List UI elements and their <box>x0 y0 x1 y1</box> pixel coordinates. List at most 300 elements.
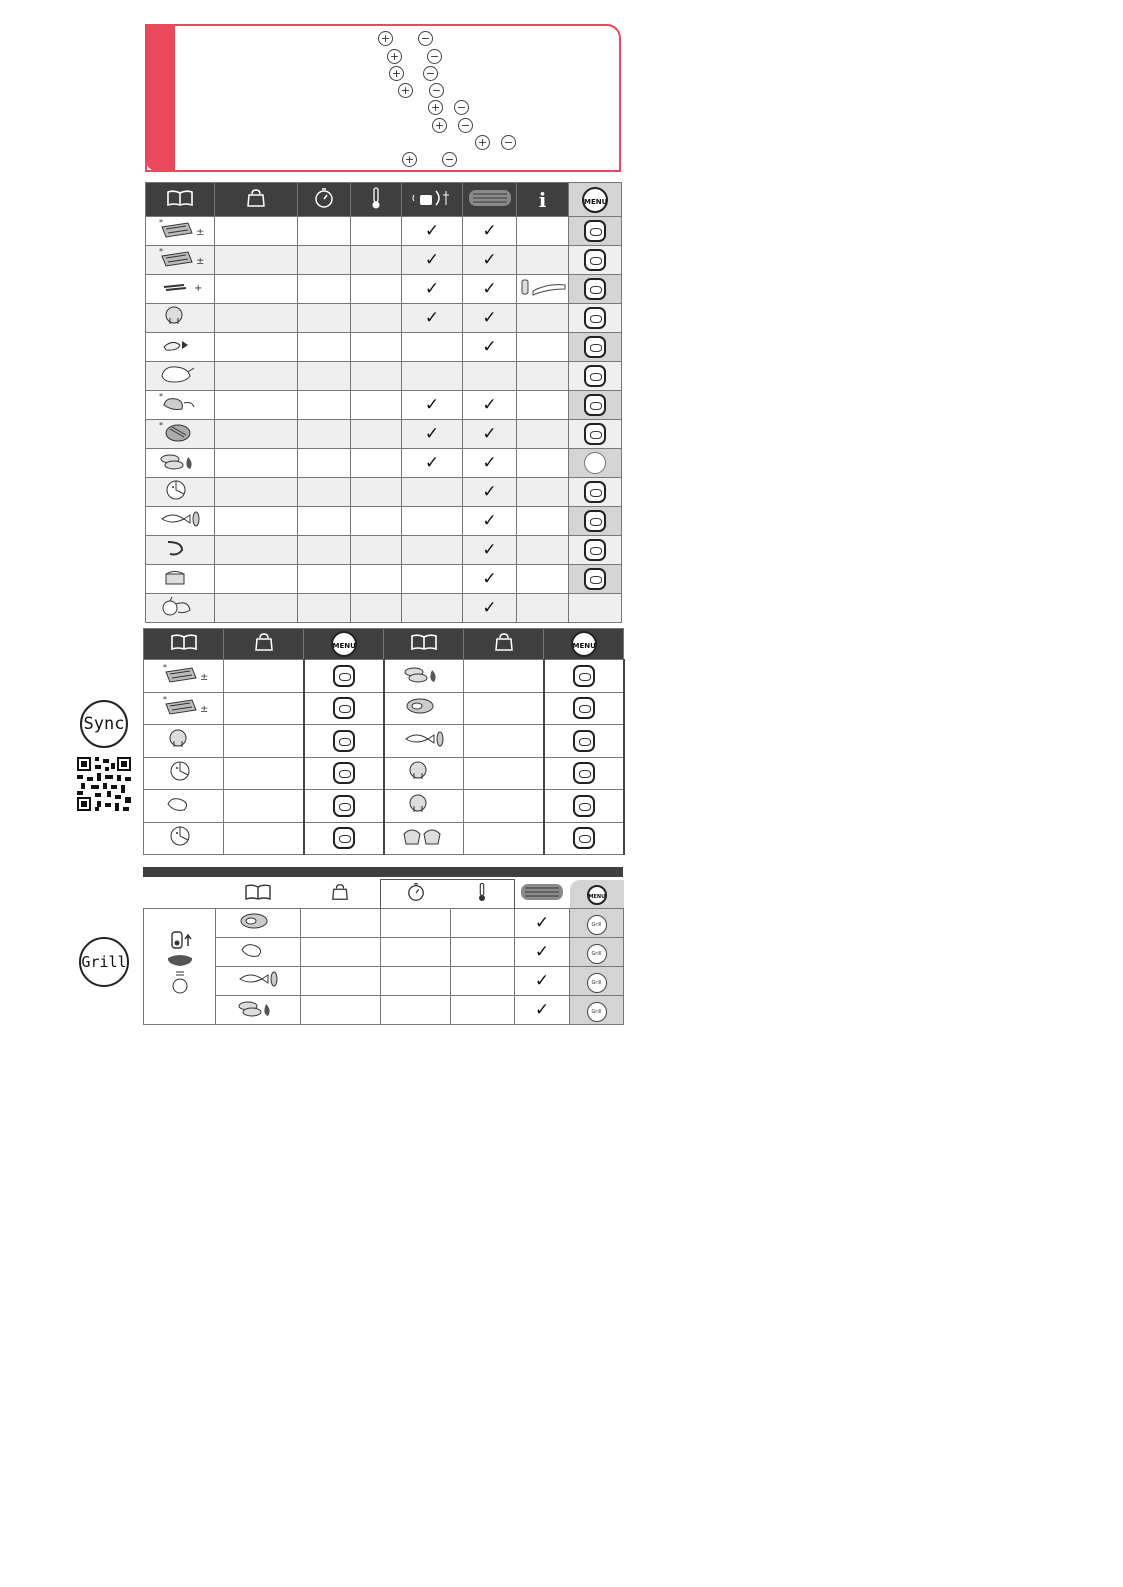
info-cell <box>517 449 569 478</box>
apple-icon <box>158 594 202 618</box>
program-menu-icon[interactable] <box>584 220 606 242</box>
chicken-wings-icon <box>158 333 202 357</box>
grill-plate-cell <box>463 275 517 304</box>
menu-icon: MENU <box>544 629 624 660</box>
temperature-cell <box>351 449 402 478</box>
temperature-cell <box>351 536 402 565</box>
check-icon: ✓ <box>482 511 497 531</box>
check-icon: ✓ <box>482 337 497 357</box>
program-menu-icon[interactable] <box>584 510 606 532</box>
food-cell <box>216 996 301 1025</box>
temperature-cell <box>351 391 402 420</box>
info-cell <box>517 217 569 246</box>
menu-cell[interactable] <box>544 725 624 758</box>
vegetables-icon <box>158 304 202 328</box>
table-row <box>146 507 622 536</box>
food-cell <box>216 938 301 967</box>
table-row <box>146 449 622 478</box>
svg-text:±: ± <box>199 671 208 683</box>
temperature-cell <box>351 420 402 449</box>
weight-cell <box>301 909 381 938</box>
table-row <box>144 967 624 996</box>
menu-cell[interactable] <box>304 757 384 790</box>
temperature-cell <box>351 478 402 507</box>
program-menu-icon[interactable] <box>333 795 355 817</box>
empty-menu-slot-icon[interactable] <box>584 452 606 474</box>
plus-icon[interactable]: + <box>389 66 404 81</box>
weight-cell <box>215 391 298 420</box>
table-row <box>146 217 622 246</box>
time-cell <box>381 967 451 996</box>
plus-icon[interactable]: + <box>475 135 490 150</box>
temperature-cell <box>451 996 515 1025</box>
check-icon: ✓ <box>534 913 550 933</box>
table-row <box>146 246 622 275</box>
temperature-cell <box>351 507 402 536</box>
food-cell <box>384 757 464 790</box>
food-cell <box>144 725 224 758</box>
menu-cell[interactable] <box>304 822 384 855</box>
weight-icon <box>464 629 544 660</box>
menu-cell[interactable] <box>569 333 622 362</box>
menu-cell[interactable] <box>569 478 622 507</box>
table-row <box>146 304 622 333</box>
plus-icon[interactable]: + <box>398 83 413 98</box>
grill-program-icon[interactable]: Grill <box>587 915 607 935</box>
svg-text:*: * <box>162 662 167 672</box>
recipe-book-icon <box>144 629 224 660</box>
grill-plate-cell <box>463 304 517 333</box>
food-cell <box>146 275 215 304</box>
grill-program-icon[interactable]: Grill <box>587 973 607 993</box>
shake-cell <box>402 536 463 565</box>
food-cell <box>384 790 464 823</box>
shake-cell <box>402 449 463 478</box>
grill-badge: Grill <box>79 937 129 987</box>
program-menu-icon[interactable] <box>584 249 606 271</box>
menu-cell[interactable] <box>569 565 622 594</box>
check-icon: ✓ <box>482 279 497 299</box>
table-row <box>144 938 624 967</box>
grill-plate-cell <box>515 938 570 967</box>
info-cell <box>517 565 569 594</box>
program-menu-icon[interactable] <box>584 365 606 387</box>
table-row <box>146 478 622 507</box>
menu-cell[interactable] <box>304 790 384 823</box>
minus-icon[interactable]: − <box>454 100 469 115</box>
food-cell <box>144 692 224 725</box>
time-cell <box>298 217 351 246</box>
temperature-cell <box>351 304 402 333</box>
temperature-cell <box>351 594 402 623</box>
whole-chicken-icon <box>158 362 202 386</box>
menu-cell[interactable] <box>569 275 622 304</box>
program-menu-icon[interactable] <box>584 307 606 329</box>
timer-icon <box>298 183 351 217</box>
menu-cell[interactable] <box>544 660 624 693</box>
grill-plate-cell <box>463 478 517 507</box>
menu-cell[interactable] <box>569 217 622 246</box>
svg-text:*: * <box>159 392 163 401</box>
grill-plate-icon <box>515 880 570 909</box>
svg-text:*: * <box>159 247 163 256</box>
menu-cell[interactable] <box>569 594 622 623</box>
temperature-adjust-panel <box>145 24 621 172</box>
check-icon: ✓ <box>482 250 497 270</box>
weight-cell <box>301 996 381 1025</box>
grill-plate-cell <box>463 507 517 536</box>
time-cell <box>298 304 351 333</box>
info-cell <box>517 594 569 623</box>
svg-text:*: * <box>159 218 163 227</box>
menu-cell[interactable] <box>569 507 622 536</box>
table-row <box>144 822 624 855</box>
food-cell <box>146 217 215 246</box>
table-row <box>146 362 622 391</box>
info-cell <box>517 362 569 391</box>
frozen-fries-icon <box>158 246 205 270</box>
minus-icon[interactable]: − <box>458 118 473 133</box>
temperature-cell <box>351 333 402 362</box>
table-row <box>144 909 624 938</box>
info-cell <box>517 333 569 362</box>
food-cell <box>146 333 215 362</box>
frozen-fries-icon <box>158 217 205 241</box>
minus-icon[interactable]: − <box>429 83 444 98</box>
menu-cell[interactable] <box>569 420 622 449</box>
time-cell <box>381 909 451 938</box>
temperature-cell <box>451 967 515 996</box>
menu-cell[interactable] <box>569 246 622 275</box>
minus-icon[interactable]: − <box>501 135 516 150</box>
check-icon: ✓ <box>424 279 440 299</box>
weight-cell <box>215 478 298 507</box>
table-row <box>144 725 624 758</box>
time-cell <box>298 594 351 623</box>
menu-cell[interactable] <box>569 362 622 391</box>
grill-header-spacer <box>144 880 216 909</box>
weight-cell <box>301 938 381 967</box>
grill-plate-cell <box>515 996 570 1025</box>
frozen-chicken-icon <box>158 391 202 415</box>
cooking-programs-table <box>145 182 622 623</box>
temperature-cell <box>351 565 402 594</box>
check-icon: ✓ <box>482 540 497 560</box>
table-row <box>144 757 624 790</box>
pizza-icon <box>158 478 202 502</box>
svg-text:±: ± <box>196 256 205 267</box>
check-icon: ✓ <box>482 453 497 473</box>
weight-icon <box>215 183 298 217</box>
temperature-cell <box>351 362 402 391</box>
check-icon: ✓ <box>482 395 497 415</box>
program-menu-icon[interactable] <box>584 568 606 590</box>
grill-plate-cell <box>463 536 517 565</box>
thermometer-icon <box>351 183 402 217</box>
menu-cell[interactable] <box>544 757 624 790</box>
menu-icon: MENU <box>569 183 622 217</box>
menu-cell[interactable] <box>570 967 624 996</box>
info-cell <box>517 420 569 449</box>
menu-cell[interactable] <box>570 909 624 938</box>
weight-cell <box>224 757 304 790</box>
food-cell <box>144 790 224 823</box>
weight-cell <box>224 692 304 725</box>
check-icon: ✓ <box>534 942 550 962</box>
info-cell <box>517 246 569 275</box>
menu-cell[interactable] <box>304 660 384 693</box>
minus-icon[interactable]: − <box>427 49 442 64</box>
program-menu-icon[interactable] <box>573 795 595 817</box>
thermometer-icon <box>451 880 515 909</box>
svg-text:*: * <box>162 695 167 705</box>
weight-cell <box>215 362 298 391</box>
program-menu-icon[interactable] <box>333 827 355 849</box>
program-menu-icon[interactable] <box>584 278 606 300</box>
program-menu-icon[interactable] <box>584 336 606 358</box>
program-menu-icon[interactable] <box>333 665 355 687</box>
menu-icon: MENU <box>304 629 384 660</box>
sausages-icon <box>158 449 202 473</box>
grill-plate-cell <box>463 420 517 449</box>
shake-cell <box>402 362 463 391</box>
time-cell <box>298 565 351 594</box>
weight-cell <box>464 790 544 823</box>
recipe-book-icon <box>384 629 464 660</box>
food-cell <box>216 967 301 996</box>
time-cell <box>298 391 351 420</box>
recipe-book-icon <box>146 183 215 217</box>
check-icon: ✓ <box>482 569 497 589</box>
table-row <box>144 996 624 1025</box>
svg-text:+: + <box>194 283 203 294</box>
table-row <box>144 692 624 725</box>
check-icon: ✓ <box>424 453 440 473</box>
grill-program-icon[interactable]: Grill <box>587 1002 607 1022</box>
weight-cell <box>215 275 298 304</box>
weight-cell <box>215 420 298 449</box>
grill-plate-icon <box>463 183 517 217</box>
table-row <box>146 594 622 623</box>
shake-cell <box>402 391 463 420</box>
grill-plate-cell <box>463 391 517 420</box>
temperature-cell <box>351 246 402 275</box>
time-cell <box>298 333 351 362</box>
grill-plate-cell <box>463 565 517 594</box>
program-menu-icon[interactable] <box>573 762 595 784</box>
info-cell <box>517 391 569 420</box>
temperature-cell <box>451 909 515 938</box>
program-menu-icon[interactable] <box>584 481 606 503</box>
menu-cell[interactable] <box>544 790 624 823</box>
grill-plate-cell <box>463 594 517 623</box>
check-icon: ✓ <box>534 1000 550 1020</box>
weight-cell <box>215 246 298 275</box>
check-icon: ✓ <box>424 395 440 415</box>
food-cell <box>146 246 215 275</box>
grill-plate-cell <box>463 362 517 391</box>
menu-cell[interactable] <box>570 996 624 1025</box>
time-cell <box>298 449 351 478</box>
weight-icon <box>301 880 381 909</box>
weight-cell <box>215 536 298 565</box>
svg-text:±: ± <box>196 227 205 238</box>
grill-plate-cell <box>463 246 517 275</box>
check-icon: ✓ <box>482 598 497 618</box>
shake-cell <box>402 594 463 623</box>
grill-plate-cell <box>463 333 517 362</box>
sync-badge: Sync <box>80 700 128 748</box>
frozen-steak-icon <box>158 420 202 444</box>
food-cell <box>384 822 464 855</box>
shake-cell <box>402 333 463 362</box>
table-row <box>146 536 622 565</box>
program-menu-icon[interactable] <box>584 423 606 445</box>
table-row <box>146 420 622 449</box>
program-menu-icon[interactable] <box>584 539 606 561</box>
temperature-cell <box>351 217 402 246</box>
time-cell <box>298 507 351 536</box>
info-cell <box>517 304 569 333</box>
grill-plate-cell <box>463 217 517 246</box>
program-menu-icon[interactable] <box>333 762 355 784</box>
temperature-cell <box>351 275 402 304</box>
shrimp-icon <box>158 536 202 560</box>
program-menu-icon[interactable] <box>573 827 595 849</box>
program-menu-icon[interactable] <box>584 394 606 416</box>
minus-icon[interactable]: − <box>423 66 438 81</box>
table-row <box>146 565 622 594</box>
shake-turn-icon <box>402 183 463 217</box>
plus-icon[interactable]: + <box>387 49 402 64</box>
weight-cell <box>224 790 304 823</box>
food-cell <box>144 757 224 790</box>
food-cell <box>146 362 215 391</box>
menu-cell[interactable] <box>569 304 622 333</box>
menu-cell[interactable] <box>304 692 384 725</box>
shake-cell <box>402 217 463 246</box>
plus-icon[interactable]: + <box>428 100 443 115</box>
check-icon: ✓ <box>424 308 440 328</box>
recipe-book-icon <box>216 880 301 909</box>
food-cell <box>144 660 224 693</box>
time-cell <box>298 275 351 304</box>
food-cell <box>146 536 215 565</box>
check-icon: ✓ <box>424 221 440 241</box>
food-cell <box>146 594 215 623</box>
weight-cell <box>215 507 298 536</box>
sync-programs-table <box>143 628 625 855</box>
temperature-cell <box>451 938 515 967</box>
food-cell <box>146 565 215 594</box>
svg-text:*: * <box>159 421 163 430</box>
program-menu-icon[interactable] <box>573 665 595 687</box>
menu-cell[interactable] <box>544 822 624 855</box>
food-cell <box>146 420 215 449</box>
minus-icon[interactable]: − <box>418 31 433 46</box>
weight-cell <box>215 333 298 362</box>
program-menu-icon[interactable] <box>333 730 355 752</box>
grill-preheat-instructions <box>144 909 216 1025</box>
info-cell <box>517 275 569 304</box>
food-cell <box>146 449 215 478</box>
shake-cell <box>402 478 463 507</box>
minus-icon[interactable]: − <box>442 152 457 167</box>
food-cell <box>146 507 215 536</box>
shake-cell <box>402 507 463 536</box>
weight-cell <box>464 692 544 725</box>
menu-icon: MENU <box>570 880 624 909</box>
menu-cell[interactable] <box>544 692 624 725</box>
program-menu-icon[interactable] <box>573 697 595 719</box>
weight-cell <box>215 565 298 594</box>
table-row <box>146 333 622 362</box>
check-icon: ✓ <box>482 482 497 502</box>
time-cell <box>298 536 351 565</box>
plus-icon[interactable]: + <box>432 118 447 133</box>
menu-cell[interactable] <box>570 938 624 967</box>
check-icon: ✓ <box>482 308 497 328</box>
check-icon: ✓ <box>534 971 550 991</box>
grill-program-icon[interactable]: Grill <box>587 944 607 964</box>
weight-cell <box>215 449 298 478</box>
svg-text:±: ± <box>199 704 208 716</box>
time-cell <box>381 938 451 967</box>
grill-table-header-bar <box>143 867 623 877</box>
info-cell <box>517 507 569 536</box>
weight-cell <box>464 725 544 758</box>
menu-cell[interactable] <box>569 449 622 478</box>
check-icon: ✓ <box>482 221 497 241</box>
fish-icon <box>158 507 202 531</box>
grill-plate-cell <box>515 967 570 996</box>
cake-icon <box>158 565 202 589</box>
grill-plate-cell <box>515 909 570 938</box>
plus-icon[interactable]: + <box>378 31 393 46</box>
shake-cell <box>402 565 463 594</box>
weight-cell <box>224 660 304 693</box>
food-cell <box>144 822 224 855</box>
weight-cell <box>224 725 304 758</box>
time-cell <box>298 420 351 449</box>
grill-programs-table <box>143 879 624 1025</box>
oil-bottle-icon <box>519 277 567 297</box>
table-row <box>144 790 624 823</box>
check-icon: ✓ <box>482 424 497 444</box>
menu-cell[interactable] <box>304 725 384 758</box>
table-row <box>144 660 624 693</box>
food-cell <box>146 304 215 333</box>
time-cell <box>298 246 351 275</box>
info-cell <box>517 536 569 565</box>
menu-cell[interactable] <box>569 391 622 420</box>
grill-plate-cell <box>463 449 517 478</box>
time-cell <box>298 362 351 391</box>
shake-cell <box>402 275 463 304</box>
menu-cell[interactable] <box>569 536 622 565</box>
weight-cell <box>464 660 544 693</box>
time-cell <box>381 996 451 1025</box>
check-icon: ✓ <box>424 250 440 270</box>
food-cell <box>146 391 215 420</box>
plus-icon[interactable]: + <box>402 152 417 167</box>
program-menu-icon[interactable] <box>573 730 595 752</box>
program-menu-icon[interactable] <box>333 697 355 719</box>
table-row <box>146 391 622 420</box>
timer-icon <box>381 880 451 909</box>
thin-fries-icon <box>158 275 202 299</box>
qr-code-icon <box>77 757 131 811</box>
